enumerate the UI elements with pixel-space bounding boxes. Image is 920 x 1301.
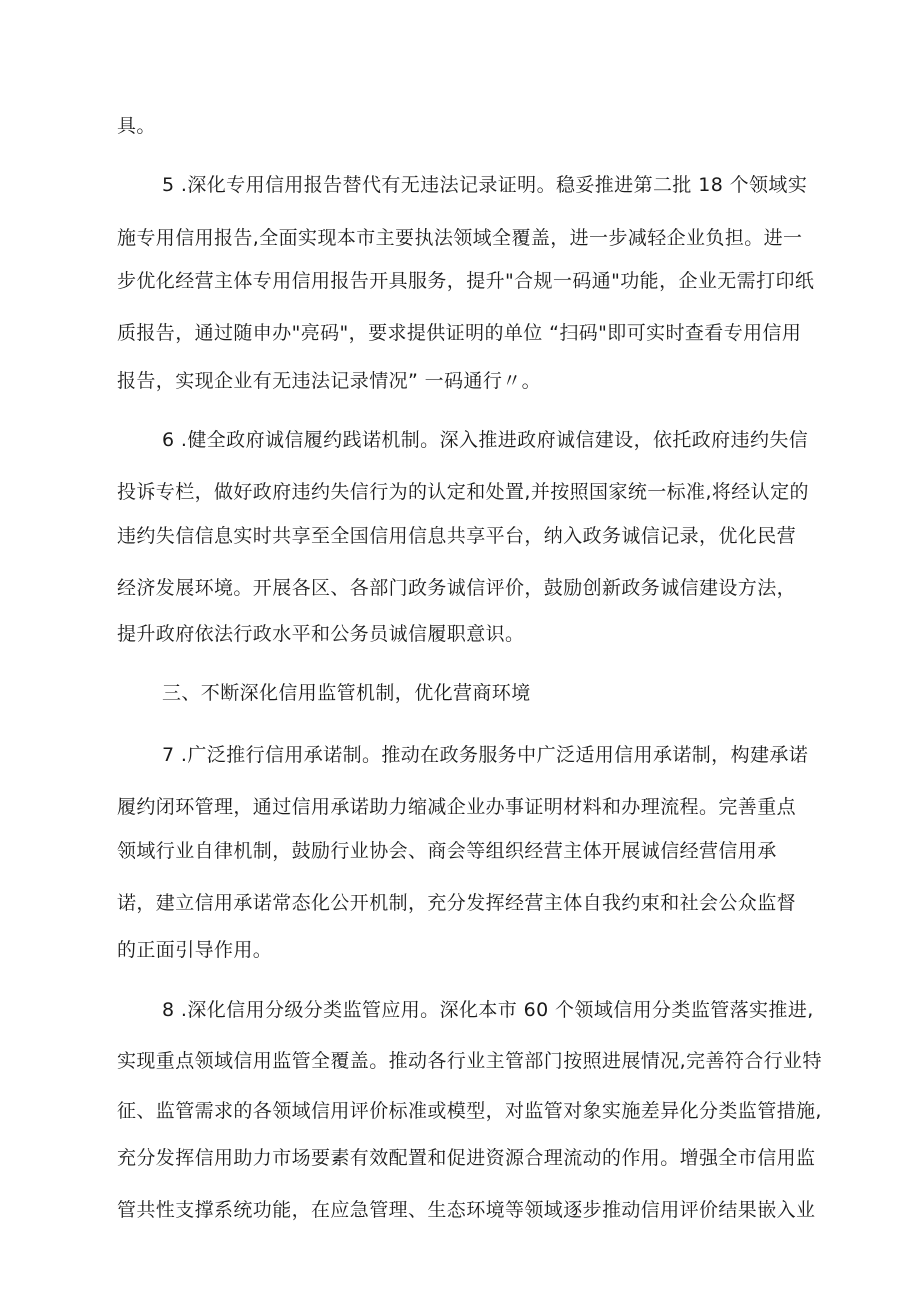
paragraph-8-line-2: 实现重点领域信用监管全覆盖。推动各行业主管部门按照进展情况,完善符合行业特 [117,1050,822,1072]
paragraph-6-line-1: 6 .健全政府诚信履约践诺机制。深入推进政府诚信建设，依托政府违约失信 [162,429,809,451]
paragraph-5-line-5: 报告，实现企业有无违法记录情况” 一码通行〃。 [117,370,542,392]
paragraph-5-line-3: 步优化经营主体专用信用报告开具服务，提升"合规一码通"功能，企业无需打印纸 [117,270,815,292]
paragraph-5-line-4: 质报告，通过随申办"亮码"，要求提供证明的单位 “扫码"即可实时查看专用信用 [117,322,802,344]
section-heading: 三、不断深化信用监管机制，优化营商环境 [162,682,531,704]
paragraph-6-line-3: 违约失信信息实时共享至全国信用信息共享平台，纳入政务诚信记录，优化民营 [117,525,797,547]
paragraph-8-line-4: 充分发挥信用助力市场要素有效配置和促进资源合理流动的作用。增强全市信用监 [117,1147,816,1169]
paragraph-7-line-2: 履约闭环管理，通过信用承诺助力缩减企业办事证明材料和办理流程。完善重点 [117,796,797,818]
paragraph-6-line-4: 经济发展环境。开展各区、各部门政务诚信评价，鼓励创新政务诚信建设方法， [117,577,797,599]
text-line-1: 具。 [117,115,156,137]
paragraph-7-line-4: 诺，建立信用承诺常态化公开机制，充分发挥经营主体自我约束和社会公众监督 [117,892,797,914]
paragraph-7-line-3: 领域行业自律机制，鼓励行业协会、商会等组织经营主体开展诚信经营信用承 [117,840,777,862]
paragraph-7-line-5: 的正面引导作用。 [117,939,273,961]
paragraph-8-line-3: 征、监管需求的各领域信用评价标准或模型，对监管对象实施差异化分类监管措施, [117,1100,822,1122]
paragraph-8-line-5: 管共性支撑系统功能，在应急管理、生态环境等领域逐步推动信用评价结果嵌入业 [117,1199,816,1221]
paragraph-7-line-1: 7 .广泛推行信用承诺制。推动在政务服务中广泛适用信用承诺制，构建承诺 [162,744,809,766]
paragraph-6-line-5: 提升政府依法行政水平和公务员诚信履职意识。 [117,623,525,645]
paragraph-8-line-1: 8 .深化信用分级分类监管应用。深化本市 60 个领域信用分类监管落实推进, [162,999,814,1021]
paragraph-5-line-1: 5 .深化专用信用报告替代有无违法记录证明。稳妥推进第二批 18 个领域实 [162,174,808,196]
paragraph-5-line-2: 施专用信用报告,全面实现本市主要执法领域全覆盖，进一步减轻企业负担。进一 [117,227,803,249]
paragraph-6-line-2: 投诉专栏，做好政府违约失信行为的认定和处置,并按照国家统一标准,将经认定的 [117,481,809,503]
